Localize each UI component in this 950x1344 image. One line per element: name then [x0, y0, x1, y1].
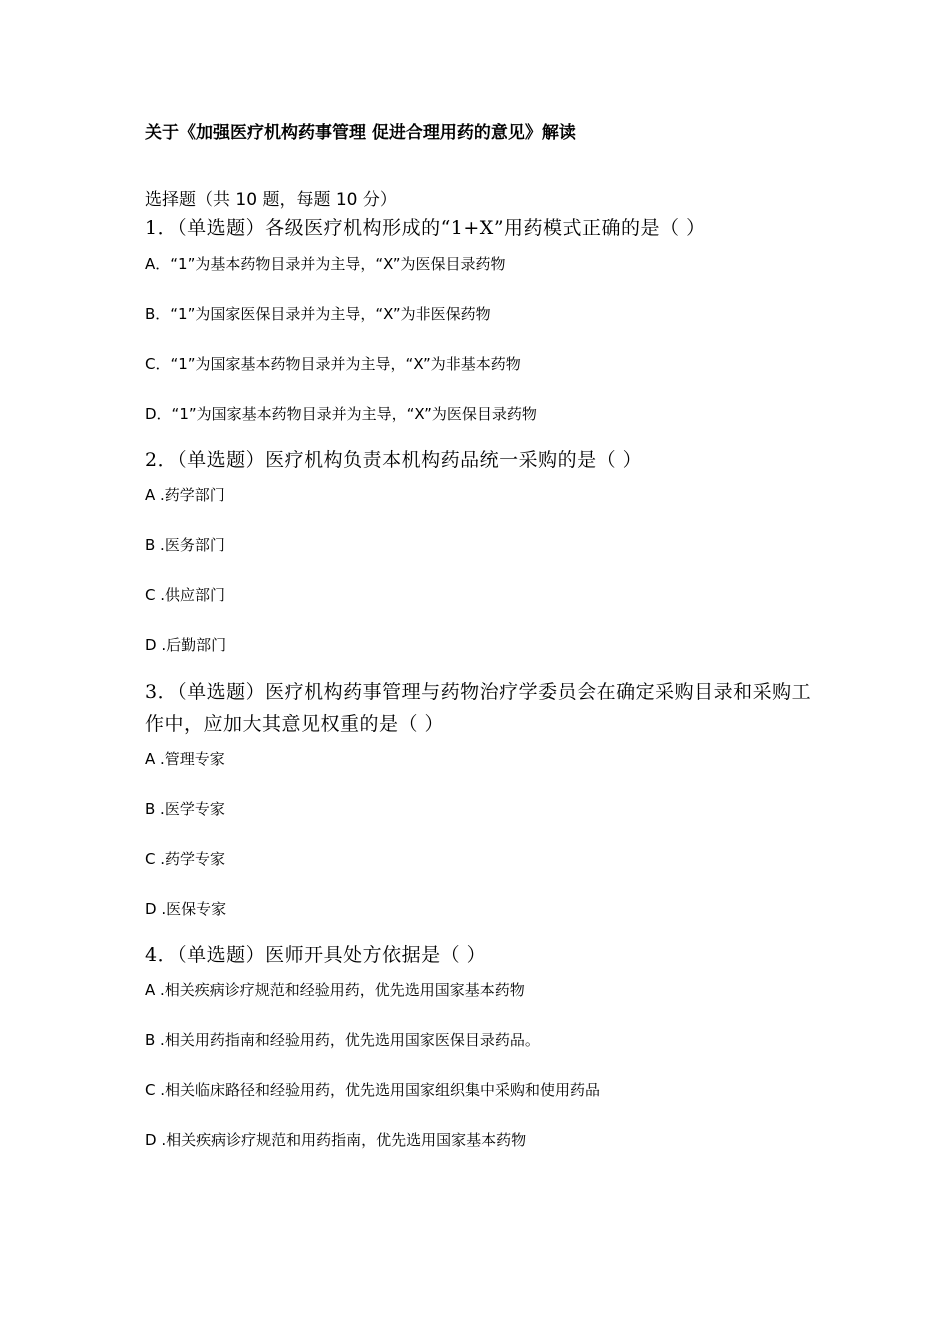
question-3-option-b[interactable]: B .医学专家	[145, 800, 225, 818]
question-2-option-d[interactable]: D .后勤部门	[145, 636, 227, 654]
question-3-text: 3．（单选题）医疗机构药事管理与药物治疗学委员会在确定采购目录和采购工作中，应加大其意见权重的是（ ）	[145, 681, 812, 735]
question-1-option-d[interactable]: D．“1”为国家基本药物目录并为主导，“X”为医保目录药物	[145, 405, 537, 423]
document-title: 关于《加强医疗机构药事管理 促进合理用药的意见》解读	[145, 123, 576, 143]
question-3-option-d[interactable]: D .医保专家	[145, 900, 227, 918]
question-1-option-a[interactable]: A．“1”为基本药物目录并为主导，“X”为医保目录药物	[145, 255, 506, 273]
question-3-option-a[interactable]: A .管理专家	[145, 750, 225, 768]
question-4-text: 4．（单选题）医师开具处方依据是（ ）	[145, 944, 487, 966]
question-1-text: 1．（单选题）各级医疗机构形成的“1+X”用药模式正确的是（ ）	[145, 217, 706, 239]
question-2-option-b[interactable]: B .医务部门	[145, 536, 225, 554]
question-2-option-c[interactable]: C .供应部门	[145, 586, 226, 604]
question-3-option-c[interactable]: C .药学专家	[145, 850, 226, 868]
section-header: 选择题（共 10 题，每题 10 分）	[145, 190, 397, 210]
question-1-option-c[interactable]: C．“1”为国家基本药物目录并为主导，“X”为非基本药物	[145, 355, 521, 373]
question-2-text: 2．（单选题）医疗机构负责本机构药品统一采购的是（ ）	[145, 449, 643, 471]
question-4-option-c[interactable]: C .相关临床路径和经验用药，优先选用国家组织集中采购和使用药品	[145, 1081, 601, 1099]
question-4-option-b[interactable]: B .相关用药指南和经验用药，优先选用国家医保目录药品。	[145, 1031, 540, 1049]
question-1-option-b[interactable]: B．“1”为国家医保目录并为主导，“X”为非医保药物	[145, 305, 491, 323]
question-2-option-a[interactable]: A .药学部门	[145, 486, 225, 504]
question-4-option-a[interactable]: A .相关疾病诊疗规范和经验用药，优先选用国家基本药物	[145, 981, 525, 999]
question-4-option-d[interactable]: D .相关疾病诊疗规范和用药指南，优先选用国家基本药物	[145, 1131, 527, 1149]
